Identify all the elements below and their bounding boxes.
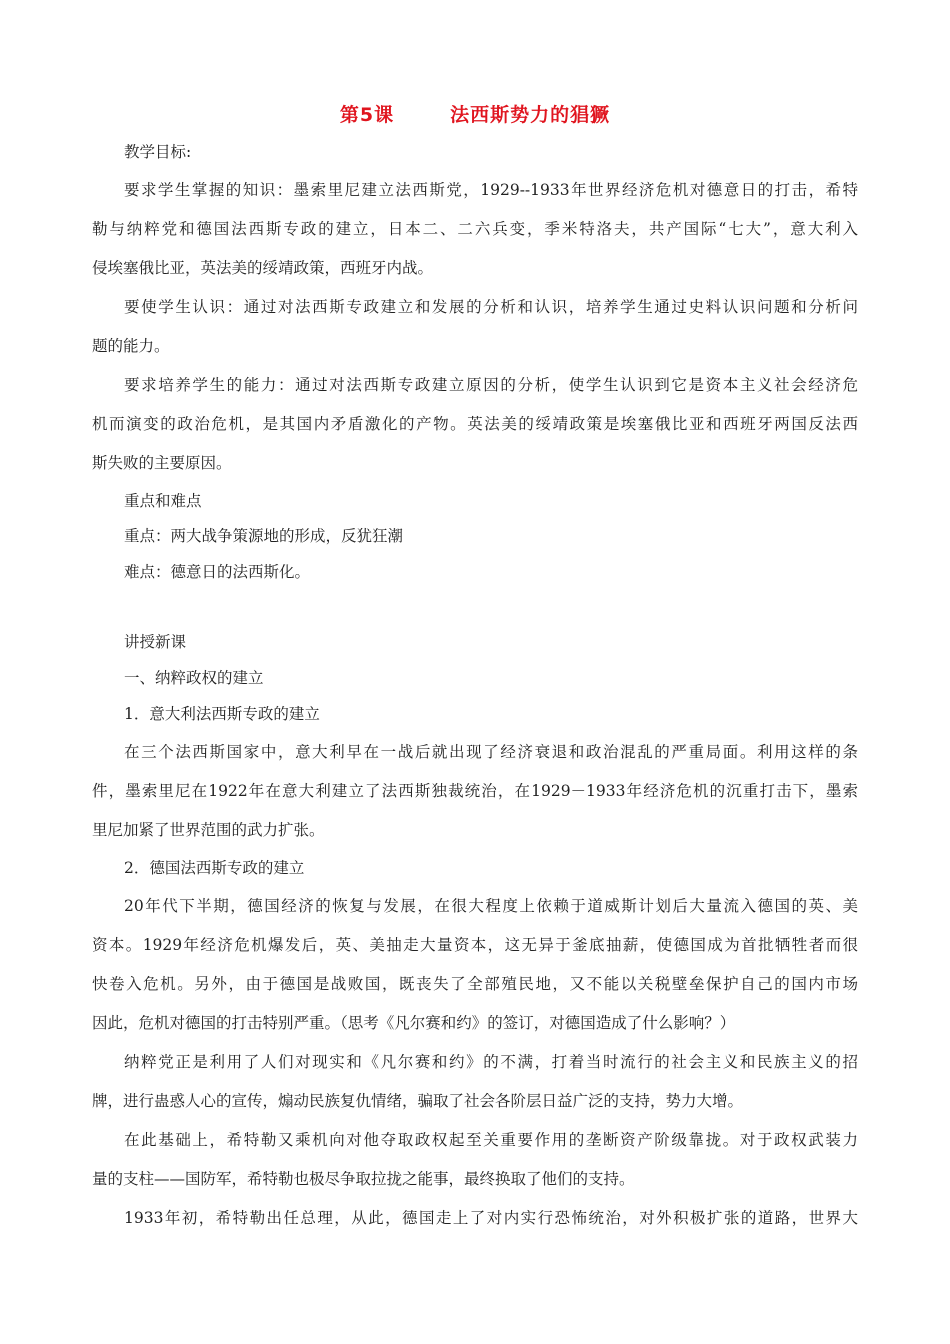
- paragraph-line: 牌，进行蛊惑人心的宣传，煽动民族复仇情绪，骗取了社会各阶层日益广泛的支持，势力大增。: [92, 1092, 744, 1110]
- page-title: [0, 100, 950, 127]
- new-lesson-heading: 讲授新课: [124, 633, 187, 651]
- paragraph-line: 在此基础上，希特勒又乘机向对他夺取政权起至关重要作用的垄断资产阶级靠拢。对于政权武装力: [124, 1131, 858, 1149]
- focus-line: 重点：两大战争策源地的形成，反犹狂潮: [124, 527, 404, 545]
- paragraph-line: 侵埃塞俄比亚，英法美的绥靖政策，西班牙内战。: [92, 259, 434, 277]
- paragraph-line: 勒与纳粹党和德国法西斯专政的建立，日本二、二六兵变，季米特洛夫，共产国际“七大”，意大利入: [92, 220, 858, 238]
- difficulty-line: 难点：德意日的法西斯化。: [124, 563, 311, 581]
- paragraph-line: 20年代下半期，德国经济的恢复与发展，在很大程度上依赖于道威斯计划后大量流入德国的英、美: [124, 897, 858, 915]
- paragraph-line: 斯失败的主要原因。: [92, 454, 232, 472]
- lesson-topic: 法西斯势力的猖獗: [450, 104, 611, 126]
- paragraph-line: 纳粹党正是利用了人们对现实和《凡尔赛和约》的不满，打着当时流行的社会主义和民族主义的招: [124, 1053, 858, 1071]
- paragraph-line: 要使学生认识：通过对法西斯专政建立和发展的分析和认识，培养学生通过史料认识问题和分析问: [124, 298, 858, 316]
- paragraph-line: 因此，危机对德国的打击特别严重。（思考《凡尔赛和约》的签订，对德国造成了什么影响？）: [92, 1014, 736, 1032]
- paragraph-line: 量的支柱——国防军，希特勒也极尽争取拉拢之能事，最终换取了他们的支持。: [92, 1170, 635, 1188]
- paragraph-line: 件，墨索里尼在1922年在意大利建立了法西斯独裁统治，在1929－1933年经济危机的沉重打击下，墨索: [92, 782, 858, 800]
- section-heading: 一、纳粹政权的建立: [124, 669, 264, 687]
- paragraph-line: 在三个法西斯国家中，意大利早在一战后就出现了经济衰退和政治混乱的严重局面。利用这样的条: [124, 743, 858, 761]
- paragraph-line: 快卷入危机。另外，由于德国是战败国，既丧失了全部殖民地，又不能以关税壁垒保护自己的国内市场: [92, 975, 858, 993]
- lesson-number: 第5课: [339, 104, 395, 126]
- objectives-heading: 教学目标:: [124, 143, 192, 161]
- paragraph-line: 机而演变的政治危机，是其国内矛盾激化的产物。英法美的绥靖政策是埃塞俄比亚和西班牙两国反法西: [92, 415, 858, 433]
- paragraph-line: 题的能力。: [92, 337, 170, 355]
- paragraph-line: 资本。1929年经济危机爆发后，英、美抽走大量资本，这无异于釜底抽薪，使德国成为首批牺牲者而很: [92, 936, 858, 954]
- key-points-heading: 重点和难点: [124, 492, 202, 510]
- paragraph-line: 1933年初，希特勒出任总理，从此，德国走上了对内实行恐怖统治，对外积极扩张的道路，世界大: [124, 1209, 858, 1227]
- subsection-heading: 1．意大利法西斯专政的建立: [124, 705, 320, 723]
- paragraph-line: 要求培养学生的能力：通过对法西斯专政建立原因的分析，使学生认识到它是资本主义社会经济危: [124, 376, 858, 394]
- paragraph-line: 要求学生掌握的知识：墨索里尼建立法西斯党，1929--1933年世界经济危机对德意日的打击，希特: [124, 181, 858, 199]
- subsection-heading: 2．德国法西斯专政的建立: [124, 859, 305, 877]
- paragraph-line: 里尼加紧了世界范围的武力扩张。: [92, 821, 325, 839]
